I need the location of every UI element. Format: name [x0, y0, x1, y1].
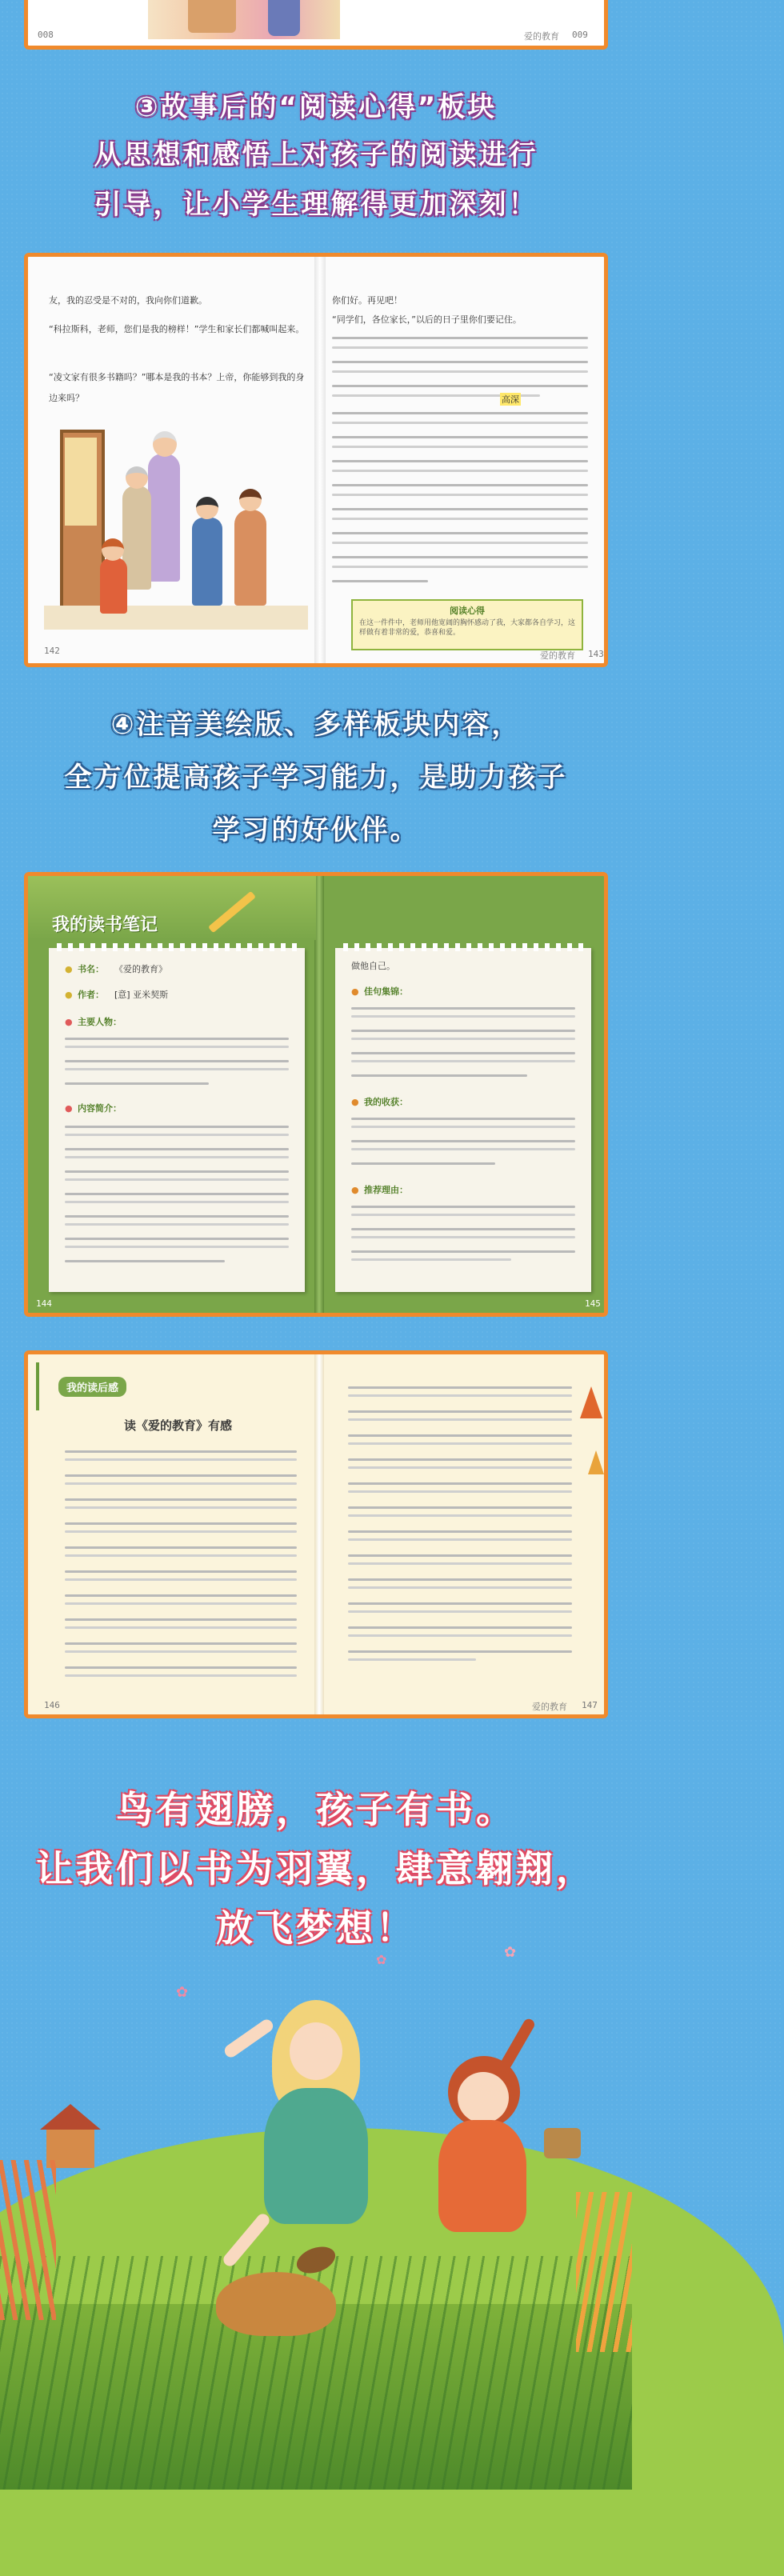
right-para-1: 你们好。再见吧！: [332, 295, 402, 306]
tree-decoration: [588, 1450, 604, 1474]
pin-icon: ●: [65, 990, 73, 1000]
page-tag: 爱的教育: [532, 1702, 567, 1712]
ring-binding: [57, 943, 297, 951]
pin-icon: ●: [351, 1185, 359, 1195]
good-sentences-heading: 佳句集锦：: [364, 986, 408, 997]
book-title-value: 《爱的教育》: [114, 964, 167, 974]
book-spread-reading-journal: [24, 872, 608, 1317]
boy-head: [196, 497, 218, 519]
pin-icon: ●: [65, 1017, 73, 1027]
page-number-right: 145: [585, 1298, 601, 1309]
girl-head: [239, 489, 262, 511]
grandpa-head: [153, 431, 177, 457]
reading-notes-box: [351, 599, 583, 650]
page-number-left: 008: [38, 30, 54, 40]
reading-notes-text: 在这一件件中，老师用他宽阔的胸怀感动了我，大家都各自学习，这样做有着非常的爱，恭喜和爱。: [359, 619, 576, 637]
figure-shape: [268, 0, 300, 36]
journal-title: 我的读书笔记: [52, 915, 158, 935]
closing-line-3: 放飞梦想！: [216, 1906, 416, 1950]
meadow-illustration: [0, 1944, 632, 2490]
grandma-head: [126, 466, 148, 489]
doorway-light: [65, 438, 97, 526]
reflection-label: 我的读后感: [58, 1377, 126, 1397]
ring-binding: [343, 943, 583, 951]
right-paper: [335, 948, 591, 1292]
page-number-right: 143: [588, 649, 604, 659]
page-tag: 爱的教育: [540, 650, 575, 661]
book-spread-reading-reflection: [24, 1350, 608, 1718]
caption-3-line-2: 从思想和感悟上对孩子的阅读进行: [94, 139, 538, 171]
pin-icon: ●: [65, 1103, 73, 1114]
grandpa-figure: [148, 454, 180, 582]
page-tag: 爱的教育: [524, 31, 559, 42]
reading-notes-title: 阅读心得: [450, 606, 485, 616]
author-value: [意] 亚米契斯: [114, 990, 169, 1000]
highlight-word: 高深: [502, 394, 519, 405]
floor: [44, 606, 308, 630]
girl-figure: [234, 510, 266, 606]
page-number-left: 142: [44, 646, 60, 656]
summary-continued: 做他自己。: [351, 961, 395, 971]
left-para-3: “凌文家有很多书籍吗？”哪本是我的书本？上帝，你能够到我的身边来吗？: [49, 372, 305, 403]
girl-blonde-arm: [222, 2017, 276, 2059]
girl-blonde-dress: [264, 2088, 368, 2224]
pin-icon: ●: [65, 964, 73, 974]
page-number-right: 147: [582, 1700, 598, 1710]
flower-icon: ✿: [176, 1984, 189, 2001]
caption-4-line-3: 学习的好伙伴。: [212, 814, 420, 846]
caption-4-line-2: 全方位提高孩子学习能力，是助力孩子: [64, 762, 568, 794]
girl-blonde-face: [290, 2022, 342, 2080]
pin-icon: ●: [351, 986, 359, 997]
pin-icon: ●: [351, 1097, 359, 1107]
book-spine: [314, 1354, 324, 1714]
author-label: 作者：: [78, 990, 104, 1000]
closing-line-2: 让我们以书为羽翼，肆意翱翔，: [36, 1847, 596, 1890]
child-red-figure: [100, 558, 127, 614]
top-book-strip: [24, 0, 608, 50]
chair-shape: [188, 0, 236, 33]
caption-4-line-1: ④注音美绘版、多样板块内容，: [110, 709, 522, 741]
essay-title: 读《爱的教育》有感: [124, 1418, 233, 1433]
page-number-left: 144: [36, 1298, 52, 1309]
tree-decoration: [580, 1386, 602, 1418]
flower-icon: ✿: [376, 1952, 387, 1967]
caption-3-line-3: 引导，让小学生理解得更加深刻！: [94, 189, 538, 221]
child-red-head: [102, 538, 124, 561]
book-title-label: 书名：: [78, 964, 104, 974]
basket: [544, 2128, 581, 2158]
page-number-left: 146: [44, 1700, 60, 1710]
book-spine: [314, 257, 326, 663]
top-left-illustration: [148, 0, 340, 39]
book-spread-reading-notes: [24, 253, 608, 667]
left-paper: [49, 948, 305, 1292]
flower-icon: ✿: [504, 1944, 517, 1961]
family-illustration: [44, 422, 308, 638]
caption-3-line-1: ③故事后的“阅读心得”板块: [134, 91, 498, 123]
boy-figure: [192, 518, 222, 606]
plant-left: [0, 2160, 56, 2320]
summary-heading: 内容简介：: [78, 1103, 122, 1114]
girl-red-dress: [438, 2120, 526, 2232]
recommend-heading: 推荐理由：: [364, 1185, 408, 1195]
plant-sprig: [36, 1362, 39, 1410]
closing-line-1: 鸟有翅膀，孩子有书。: [116, 1788, 516, 1831]
gains-heading: 我的收获：: [364, 1097, 408, 1107]
girl-red-braid: [498, 2017, 536, 2071]
right-para-2: “同学们，各位家长，”以后的日子里你们要记住。: [332, 314, 522, 325]
house-roof: [40, 2104, 101, 2130]
page-number-right: 009: [572, 30, 588, 40]
left-para-2: “科拉斯科，老师，您们是我的榜样！”学生和家长们都喊叫起来。: [49, 324, 305, 334]
book-spine: [314, 876, 324, 1313]
girl-red-face: [458, 2072, 509, 2123]
plant-right: [576, 2192, 632, 2352]
dog: [216, 2272, 336, 2336]
characters-heading: 主要人物：: [78, 1017, 122, 1027]
left-para-1: 友，我的忍受是不对的，我向你们道歉。: [49, 295, 207, 306]
